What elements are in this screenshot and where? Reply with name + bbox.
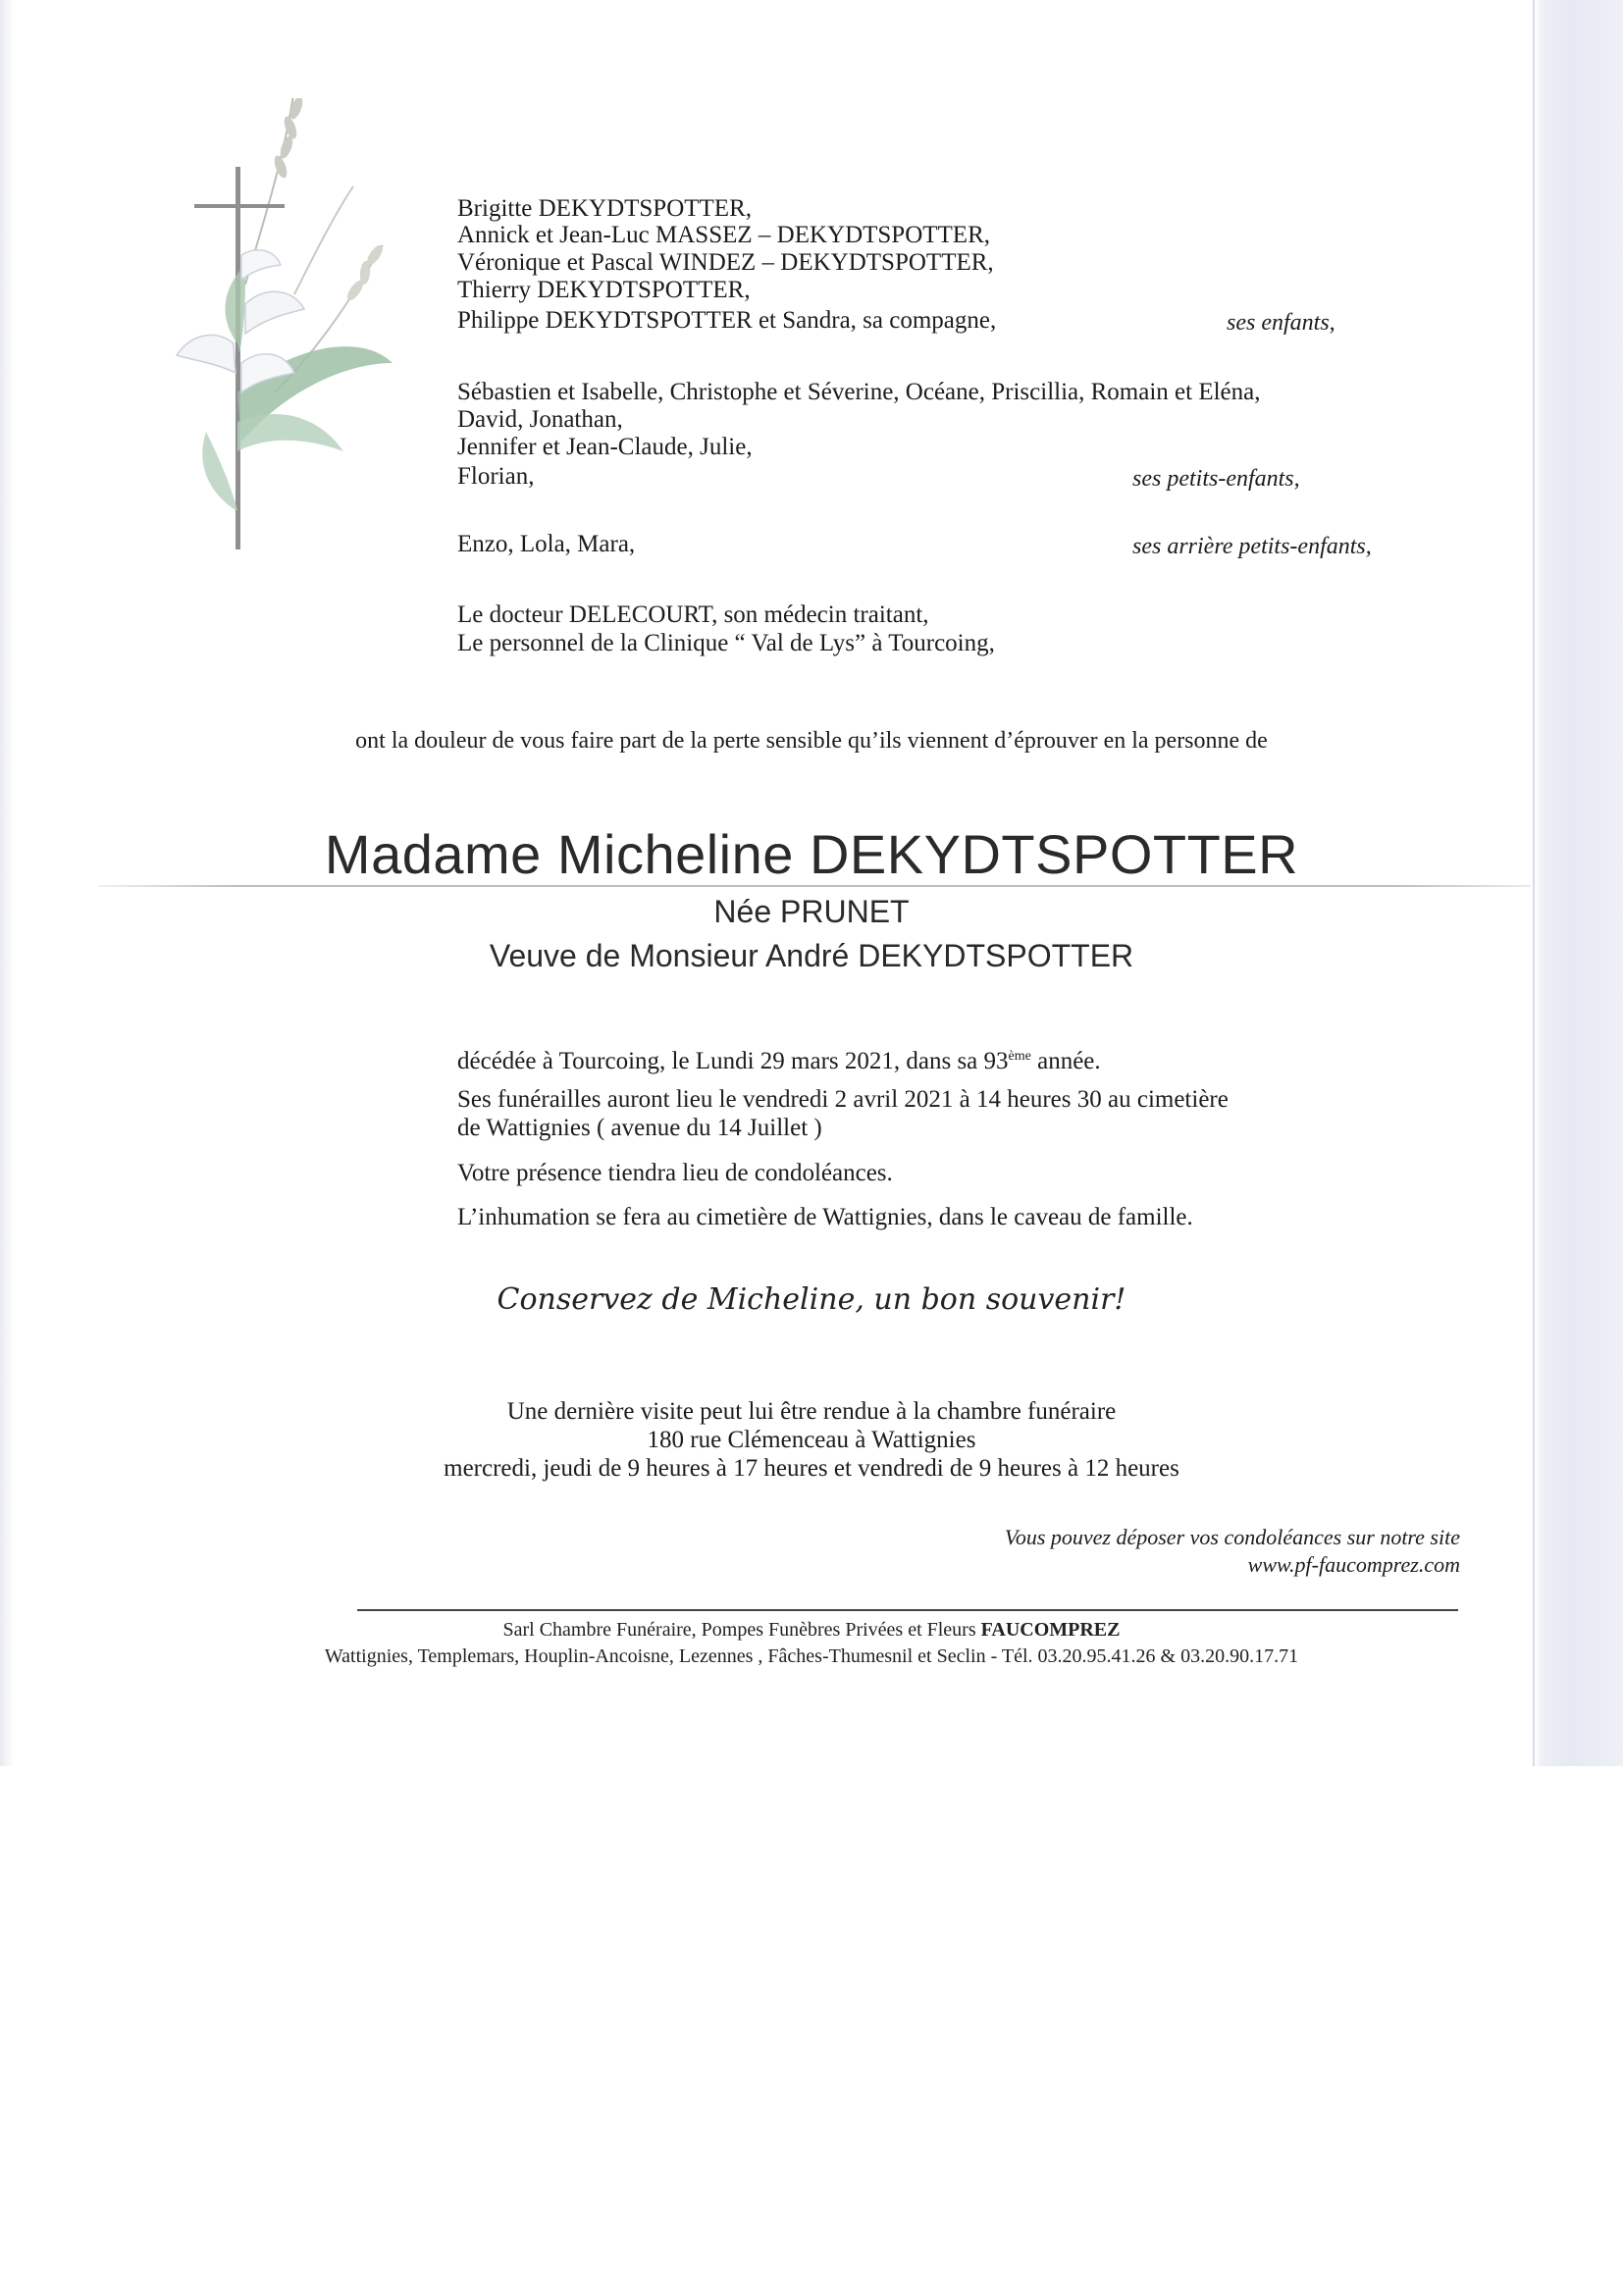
- great-grandchildren-role: ses arrière petits-enfants,: [1132, 534, 1372, 559]
- visit-line-1: Une dernière visite peut lui être rendue à la chambre funéraire: [506, 1398, 1117, 1425]
- death-text-end: année.: [1030, 1048, 1101, 1074]
- funeral-line-1: Ses funérailles auront lieu le vendredi 2 avril 2021 à 14 heures 30 au cimetière: [457, 1086, 1229, 1113]
- grandchildren-role: ses petits-enfants,: [1132, 466, 1300, 492]
- announcement: ont la douleur de vous faire part de la perte sensible qu’ils viennent d’éprouver en la personne de: [355, 728, 1268, 754]
- child-1: Brigitte DEKYDTSPOTTER,: [457, 195, 752, 222]
- maiden-name: Née PRUNET: [713, 894, 910, 929]
- widow-line: Veuve de Monsieur André DEKYDTSPOTTER: [489, 938, 1134, 973]
- online-condolences-text: Vous pouvez déposer vos condoléances sur notre site: [1004, 1525, 1460, 1549]
- death-line: [457, 1042, 1101, 1076]
- fold-line: [98, 885, 1531, 887]
- visit-line-2: 180 rue Clémenceau à Wattignies: [647, 1427, 976, 1453]
- website-link[interactable]: www.pf-faucomprez.com: [1247, 1552, 1460, 1577]
- footer-company-prefix: Sarl Chambre Funéraire, Pompes Funèbres Privées et Fleurs: [502, 1619, 981, 1641]
- funeral-line-2: de Wattignies ( avenue du 14 Juillet ): [457, 1115, 822, 1141]
- footer-locations: Wattignies, Templemars, Houplin-Ancoisne, Lezennes , Fâches-Thumesnil et Seclin - Tél. 03.20.95.41.26 & 03.20.90.17.71: [324, 1645, 1299, 1667]
- deceased-name: Madame Micheline DEKYDTSPOTTER: [324, 823, 1299, 885]
- footer-divider: [357, 1609, 1458, 1611]
- child-4: Thierry DEKYDTSPOTTER,: [457, 277, 751, 303]
- condolences-line: Votre présence tiendra lieu de condoléances.: [457, 1160, 893, 1186]
- grandchild-line-2: David, Jonathan,: [457, 406, 623, 433]
- burial-line: L’inhumation se fera au cimetière de Wattignies, dans le caveau de famille.: [457, 1204, 1193, 1230]
- children-role: ses enfants,: [1227, 310, 1335, 336]
- footer-company-name: FAUCOMPREZ: [980, 1619, 1121, 1641]
- grandchild-line-1: Sébastien et Isabelle, Christophe et Séverine, Océane, Priscillia, Romain et Eléna,: [457, 379, 1261, 405]
- visit-line-3: mercredi, jeudi de 9 heures à 17 heures et vendredi de 9 heures à 12 heures: [444, 1455, 1179, 1482]
- remembrance-line: Conservez de Micheline, un bon souvenir!: [497, 1282, 1126, 1317]
- child-2: Annick et Jean-Luc MASSEZ – DEKYDTSPOTTER,: [457, 222, 990, 248]
- child-5: Philippe DEKYDTSPOTTER et Sandra, sa compagne,: [457, 307, 997, 334]
- doctor-line: Le docteur DELECOURT, son médecin traitant,: [457, 601, 929, 628]
- ordinal-suffix: ème: [1008, 1049, 1031, 1064]
- blank-lower-page: [0, 1766, 1623, 2296]
- great-grandchildren: Enzo, Lola, Mara,: [457, 531, 636, 557]
- grandchild-line-3: Jennifer et Jean-Claude, Julie,: [457, 434, 753, 460]
- clinic-line: Le personnel de la Clinique “ Val de Lys” à Tourcoing,: [457, 630, 995, 656]
- grandchild-line-4: Florian,: [457, 463, 535, 490]
- child-3: Véronique et Pascal WINDEZ – DEKYDTSPOTTER,: [457, 249, 994, 276]
- cross-lily-decoration-icon: [147, 98, 402, 569]
- footer-company: [0, 1617, 1623, 1643]
- death-text: décédée à Tourcoing, le Lundi 29 mars 2021, dans sa 93: [457, 1048, 1009, 1074]
